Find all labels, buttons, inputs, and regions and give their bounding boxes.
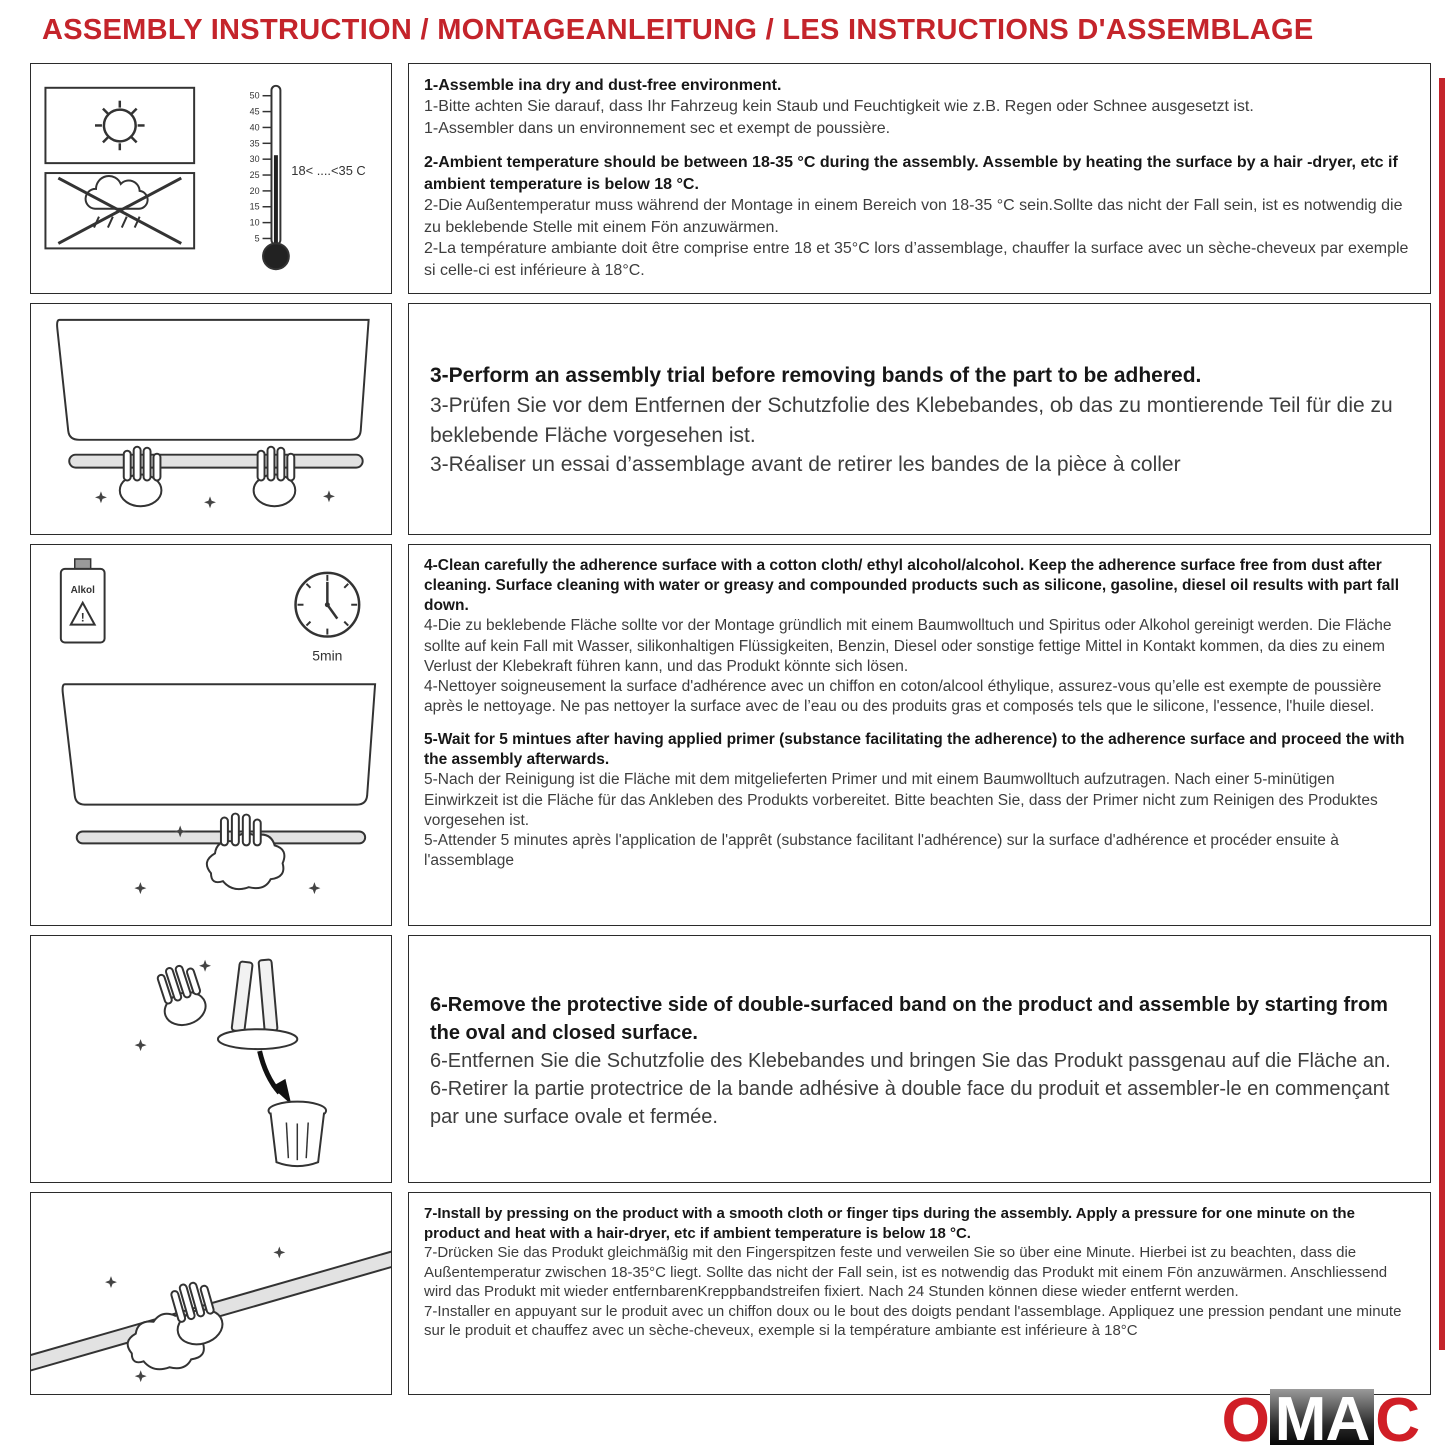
product-part [218,1029,297,1049]
illustration-environment [30,63,392,294]
step3-text-fr: 3-Réaliser un essai d’assemblage avant de retirer les bandes de la pièce à coller [430,453,1181,477]
sun-icon [95,101,145,151]
environment-illustration [31,64,391,293]
thermo-tick-label: 30 [249,154,260,165]
band-removal-illustration [31,936,391,1182]
warning-exclamation: ! [80,610,85,625]
thermo-tick-label: 20 [249,185,260,196]
step1-text-en: 1-Assemble ina dry and dust-free environment. [424,77,782,94]
thermo-tick-label: 50 [249,90,260,101]
trial-illustration [31,304,391,534]
sun-frame [45,88,194,163]
peeling-hand-icon [152,961,210,1030]
step4-text-en: 4-Clean carefully the adherence surface with a cotton cloth/ ethyl alcohol/alcohol. Keep the adherence surface free from dust after cleaning. Surface cleaning with water or greasy and compounded products such as silicone, gasoline, diesel oil results with part fall down. [424,557,1400,615]
step-row-pressing [30,1192,1431,1395]
sheet-body [30,63,1431,1395]
step3-text-en: 3-Perform an assembly trial before removing bands of the part to be adhered. [430,363,1202,387]
logo-letters-ma: MA [1270,1389,1374,1445]
thermo-tick-label: 10 [249,217,260,228]
step-text-band-removal [408,935,1431,1183]
step-text-cleaning [408,544,1431,926]
step-text-trial [408,303,1431,535]
trash-bin-icon [269,1102,327,1166]
step-row-band-removal [30,935,1431,1183]
thermo-tick-label: 15 [249,201,260,212]
step3-text-de: 3-Prüfen Sie vor dem Entfernen der Schutzfolie des Klebebandes, ob das zu montierende Teil für die zu beklebende Fläche vorgesehen ist. [430,393,1393,447]
peeled-tape-strips [231,959,277,1031]
cleaning-illustration [31,545,391,925]
step7-text-de: 7-Drücken Sie das Produkt gleichmäßig mit den Fingerspitzen feste und verweilen Sie so über eine Minute. Hierbei ist zu beachten, dass die Außentemperatur zwischen 18-35°C liegt. Sollte das nicht der Fall sein, ist es notwendig das Produkt mit einem Fön anzuwärmen. Anschliessend wird das Produkt mit wieder entfernbarenKreppbandstreifen fixiert. Nach 24 Stunden können diese wieder entfernt werden. [424,1244,1388,1300]
step5-text-fr: 5-Attender 5 minutes après l'application de l'apprêt (substance facilitant l'adhérence) sur la surface d'adhérence et procéder ensuite à l'assemblage [424,831,1339,869]
temperature-range-label: 18< ....<35 C [291,163,366,179]
step7-text-en: 7-Install by pressing on the product with a smooth cloth or finger tips during the assembly. Apply a pressure for one minute on the product and heat with a hair-dryer, etc if ambient temperature is below 18 °C. [424,1205,1355,1242]
illustration-pressing [30,1192,392,1395]
step4-text-fr: 4-Nettoyer soigneusement la surface d'adhérence avec un chiffon en coton/alcool éthylique, assurez-vous qu’elle est exempte de poussière après le nettoyage. Ne pas nettoyer la surface avec de l’eau ou des produits gras et composés tels que le silicone, l'essence, l'huile diesel. [424,677,1382,715]
clock-label: 5min [312,647,343,664]
step6-text-en: 6-Remove the protective side of double-surfaced band on the product and assemble by starting from the oval and closed surface. [430,993,1388,1044]
step1-text-fr: 1-Assembler dans un environnement sec et exempt de poussière. [424,119,891,137]
step4-text-de: 4-Die zu beklebende Fläche sollte vor der Montage gründlich mit einem Baumwolltuch und Spiritus oder Alkohol gereinigt werden. Die Fläche sollte auf kein Fall mit Wasser, silikonhaltigen Flüssigkeiten, Benzin, Diesel oder sonstige fettige Mittel in Kontakt kommen, da dies zu einem Verlust der Klebekraft führen kann, und das Produkt könnte sich lösen. [424,617,1392,675]
step-text-pressing [408,1192,1431,1395]
no-rain-icon [58,176,181,243]
thermo-tick-label: 35 [249,138,260,149]
thermo-tick-label: 45 [249,106,260,117]
logo-letter-o: O [1221,1386,1269,1445]
instruction-sheet [0,14,1445,1445]
step-text-environment [408,63,1431,294]
step6-text-de: 6-Entfernen Sie die Schutzfolie des Klebebandes und bringen Sie das Produkt passgenau auf die Fläche an. [430,1049,1391,1072]
trim-strip [69,455,362,468]
step2-text-en: 2-Ambient temperature should be between 18-35 °C during the assembly. Assemble by heating the surface by a hair -dryer, etc if ambient temperature is below 18 °C. [424,154,1398,193]
step-row-cleaning [30,544,1431,926]
step2-text-de: 2-Die Außentemperatur muss während der Montage in einem Bereich von 18-35 °C sein.Sollte das nicht der Fall sein, ist es notwendig die zu beklebende Stelle mit einem Fön anzuwärmen. [424,197,1403,236]
step5-text-en: 5-Wait for 5 mintues after having applied primer (substance facilitating the adherence) to the adherence surface and proceed the with the assembly afterwards. [424,731,1405,769]
step7-text-fr: 7-Installer en appuyant sur le produit avec un chiffon doux ou le bout des doigts pendant l'assemblage. Appliquez une pression pendant une minute sur le produit et chauffez avec un sèche-cheveux, exemple si la température ambiante est inférieure à 18°C [424,1302,1402,1339]
arrow-down-icon [260,1051,292,1105]
left-hand-icon [120,447,162,506]
omac-logo [1221,1385,1419,1445]
thermo-tick-label: 5 [254,233,260,244]
pressing-illustration [31,1193,391,1394]
thermometer-icon [250,86,366,269]
step6-text-fr: 6-Retirer la partie protectrice de la bande adhésive à double face du produit et assembler-le en commençant par une surface ovale et fermée. [430,1077,1390,1128]
illustration-cleaning [30,544,392,926]
right-accent-bar [1439,78,1445,1350]
step1-text-de: 1-Bitte achten Sie darauf, dass Ihr Fahrzeug kein Staub und Feuchtigkeit wie z.B. Regen oder Schnee ausgesetzt ist. [424,98,1254,116]
illustration-band-removal [30,935,392,1183]
page-title: ASSEMBLY INSTRUCTION / MONTAGEANLEITUNG / LES INSTRUCTIONS D'ASSEMBLAGE [42,14,1314,46]
right-hand-icon [254,447,296,506]
logo-letter-c: C [1375,1386,1419,1445]
bottle-label: Alkol [70,584,95,596]
thermo-tick-label: 40 [249,122,260,133]
illustration-trial [30,303,392,535]
step-row-environment [30,63,1431,294]
step5-text-de: 5-Nach der Reinigung ist die Fläche mit dem mitgelieferten Primer und mit einem Baumwolltuch aufzutragen. Nach einer 5-minütigen Einwirkzeit ist die Fläche für das Ankleben des Produkts vorbereitet. Bitte beachten Sie, dass der Primer nicht zum Reinigen des Produktes vorgesehen ist. [424,771,1378,829]
car-window-outline [63,684,376,804]
step-row-trial [30,303,1431,535]
thermo-tick-label: 25 [249,170,260,181]
step2-text-fr: 2-La température ambiante doit être comprise entre 18 et 35°C lors d’assemblage, chauffer la surface avec un sèche-cheveux par exemple si celle-ci est inférieure à 18°C. [424,240,1409,279]
clock-icon [296,573,360,664]
alcohol-bottle-icon [61,559,105,643]
car-window-outline [57,320,369,440]
